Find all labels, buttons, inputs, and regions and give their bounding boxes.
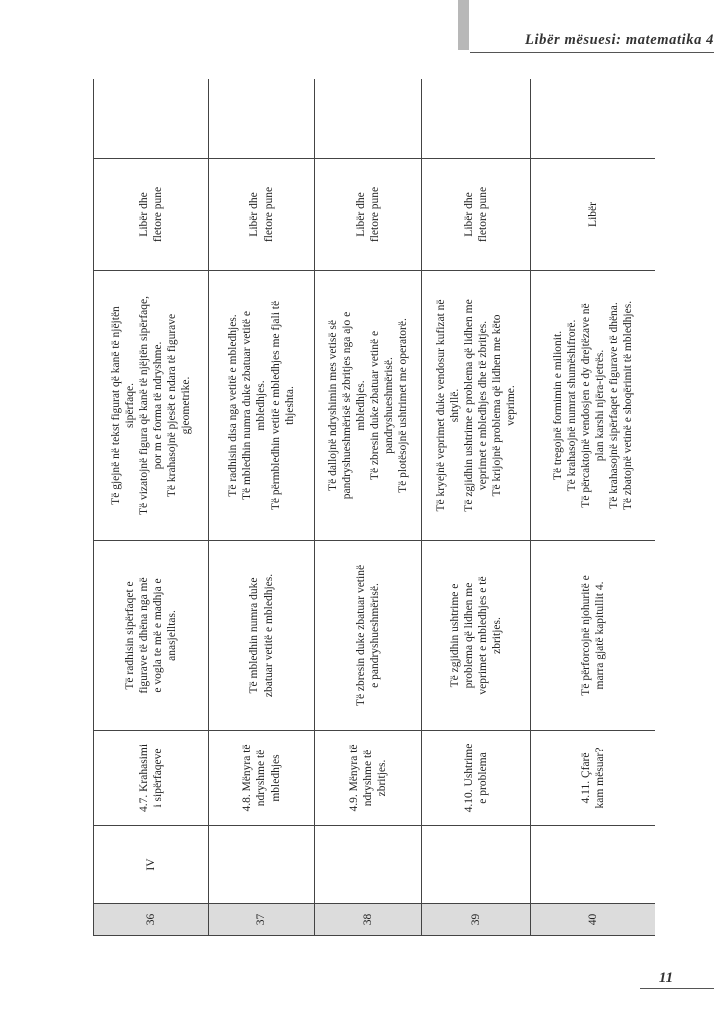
cell-line: Të kryejnë veprimet duke vendosur kufizat në [434,299,447,512]
cell-line: Të tregojnë formimin e milionit. [551,330,564,481]
cell-topic [422,731,531,826]
cell-line: Të përcaktojnë vendosjen e dy drejtëzave në [579,303,592,508]
cell-line: Të zbresin duke zbatuar vetinë [354,564,367,707]
cell-line: marra gjatë kapitullit 4. [594,581,606,690]
cell-line: fletore pune [369,186,381,243]
cell-line: fletore pune [262,186,275,243]
cell-nr: 39 [422,904,531,936]
table-row [531,79,656,936]
cell-line: Të krahasojnë pjesët e ndara të figurave [166,313,179,498]
cell-line: Të krijojnë problema që lidhen me këto [491,314,504,497]
header-rule [470,52,714,53]
cell-line: 4.7. Krahasimi [137,743,150,813]
cell-line: Libër dhe [462,192,475,237]
lesson-plan-table-frame [93,79,655,936]
cell-situation [209,541,315,731]
cell-unit: IV [94,826,209,904]
table-row [209,79,315,936]
cell-resources [422,159,531,271]
cell-line: Të radhisin sipërfaqet e [123,581,136,690]
cell-line: fletore pune [477,186,489,243]
cell-situation [94,541,209,731]
cell-line: por m e forma të ndryshme. [152,341,164,470]
cell-unit [531,826,656,904]
cell-situation [531,541,656,731]
cell-nr: 38 [315,904,422,936]
cell-notes [315,79,422,159]
cell-line: Libër dhe [354,192,367,237]
cell-line: ndryshme të [255,749,268,807]
cell-results [315,271,422,541]
cell-line: e vogla te më e madhja e [152,578,164,693]
cell-results [531,271,656,541]
cell-line: mbledhjes. [255,380,268,431]
cell-resources [315,159,422,271]
cell-line: shtyllë. [448,388,461,423]
cell-line: veprimet e mbledhjes dhe të zbritjes. [477,320,489,491]
cell-line: Të zbresin duke zbatuar vetinë e [369,330,381,481]
table-row [315,79,422,936]
cell-resources [94,159,209,271]
cell-line: veprimet e mbledhjes e të [477,576,489,695]
cell-line: Të përforcojnë njohuritë e [579,575,592,696]
page-number: 11 [658,970,674,986]
cell-line: thjeshta. [283,386,296,425]
cell-line: Të krahasojnë numrat shumëshifrorë. [565,319,578,492]
cell-line: Të zbatojnë vetinë e shoqërimit të mbledhjes. [622,300,635,511]
cell-line: Të zgjidhin ushtrime e [448,583,461,688]
cell-line: Të mbledhin numra duke [248,577,261,694]
cell-situation [315,541,422,731]
cell-line: Të gjejnë në tekst figurat që kanë të njëjtën [109,306,122,505]
table-row [422,79,531,936]
rotated-table-container [93,79,655,936]
cell-line: Të përmbledhin vetitë e mbledhjes me fjali të [269,300,282,511]
table-body [94,79,656,936]
lesson-plan-table [93,79,655,936]
cell-line: pandryshueshmërisë. [383,357,396,454]
cell-line: Të zgjidhin ushtrime e problema që lidhen me [462,299,475,512]
table-row [94,79,209,936]
cell-line: fletore pune [152,186,164,243]
header-title: Libër mësuesi: matematika 4 [525,32,714,48]
cell-situation [422,541,531,731]
cell-unit [315,826,422,904]
cell-line: Të mbledhin numra duke zbatuar vetitë e [241,310,254,501]
cell-line: Të krahasojnë sipërfaqet e figurave të dhëna. [608,302,621,509]
cell-line: veprime. [505,385,518,426]
cell-line: e pandryshueshmërisë. [369,583,381,688]
cell-line: mbledhjes. [354,380,367,431]
cell-resources [531,159,656,271]
cell-topic [531,731,656,826]
cell-line: anasjelltas. [166,610,179,661]
cell-line: problema që lidhen me [462,582,475,689]
cell-line: Të vizatojnë figura që kanë të njëjtën sipërfaqe, [137,295,150,516]
cell-line: figurave të dhëna nga më [137,577,150,694]
cell-unit [422,826,531,904]
page-number-rule [640,988,714,989]
cell-line: 4.10. Ushtrime [462,743,475,813]
cell-topic [209,731,315,826]
cell-line: zbatuar vetitë e mbledhjes. [262,573,275,698]
cell-results [94,271,209,541]
cell-line: Të plotësojnë ushtrimet me operatorë. [397,318,410,493]
cell-line: zbritjes. [491,617,504,654]
cell-line: Libër [586,202,599,227]
cell-line: sipërfaqe. [123,382,136,429]
cell-line: Libër dhe [248,192,261,237]
cell-line: e problema [477,752,489,804]
cell-nr: 37 [209,904,315,936]
cell-line: ndryshme të [361,749,374,807]
cell-results [422,271,531,541]
cell-line: 4.11. Çfarë [579,752,592,804]
cell-line: mbledhjes [269,754,282,802]
cell-line: 4.9. Mënyra të [347,744,360,812]
cell-line: Libër dhe [137,192,150,237]
cell-line: gjeometrike. [180,376,193,435]
cell-notes [422,79,531,159]
header-accent-bar [458,0,469,50]
cell-nr: 36 [94,904,209,936]
cell-topic [94,731,209,826]
cell-line: kam mësuar? [594,747,606,809]
cell-line: i sipërfaqeve [152,748,164,808]
cell-notes [94,79,209,159]
cell-line: 4.8. Mënyra të [241,744,254,812]
cell-line: plan karshi njëra-tjetrës. [594,349,606,462]
cell-notes [531,79,656,159]
cell-notes [209,79,315,159]
cell-line: Të dallojnë ndryshimin mes vetisë së [326,320,339,491]
cell-unit [209,826,315,904]
cell-line: Të radhisin disa nga vetitë e mbledhjes. [227,314,240,497]
cell-line: zbritjes. [376,759,388,797]
cell-results [209,271,315,541]
cell-line: pandryshueshmërisë së zbritjes nga ajo e [340,311,353,500]
cell-topic [315,731,422,826]
cell-nr: 40 [531,904,656,936]
cell-resources [209,159,315,271]
